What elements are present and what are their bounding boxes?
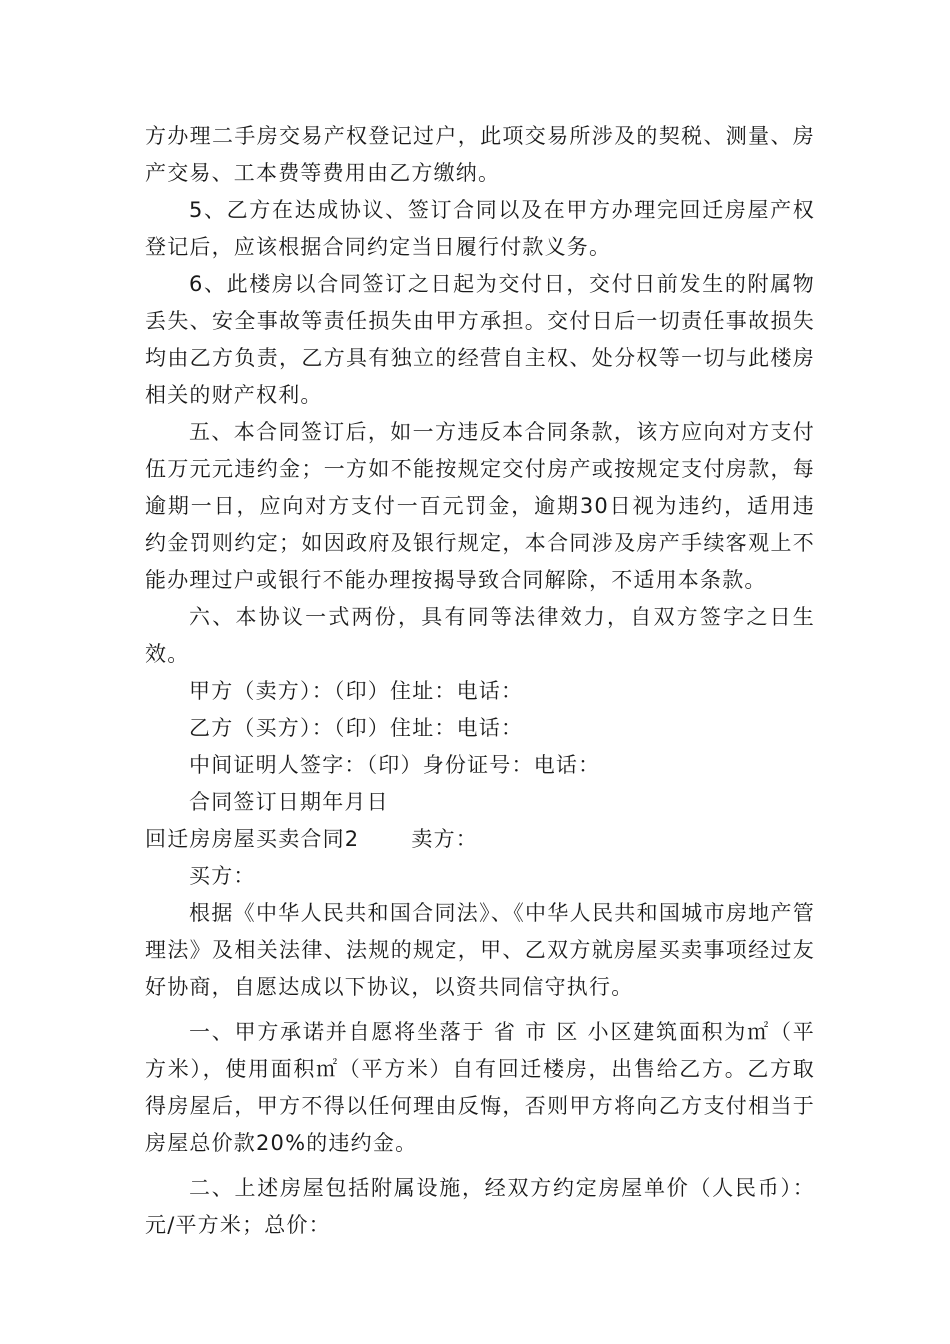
paragraph-section-6: 六、本协议一式两份，具有同等法律效力，自双方签字之日生效。 [145, 605, 815, 666]
buyer-label: 买方： [189, 864, 256, 888]
contract2-clause-2: 二、上述房屋包括附属设施，经双方约定房屋单价（人民币）：元/平方米；总价： [145, 1176, 815, 1237]
seller-label: 卖方： [411, 827, 478, 851]
paragraph-section-5: 五、本合同签订后，如一方违反本合同条款，该方应向对方支付伍万元元违约金；一方如不能按规定交付房产或按规定支付房款，每逾期一日，应向对方支付一百元罚金，逾期30日视为违约，适用违约金罚则约定；如因政府及银行规定，本合同涉及房产手续客观上不能办理过户或银行不能办理按揭导致合同解除，不适用本条款。 [145, 420, 815, 592]
paragraph-clause-5: 5、乙方在达成协议、签订合同以及在甲方办理完回迁房屋产权登记后，应该根据合同约定当日履行付款义务。 [145, 198, 815, 259]
contract2-clause-1: 一、甲方承诺并自愿将坐落于 省 市 区 小区建筑面积为㎡（平方米），使用面积㎡（平方米）自有回迁楼房，出售给乙方。乙方取得房屋后，甲方不得以任何理由反悔，否则甲方将向乙方支付相当于房屋总价款20%的违约金。 [145, 1020, 815, 1155]
contract-date-line: 合同签订日期年月日 [189, 790, 389, 814]
contract2-title-line [145, 821, 815, 858]
contract2-title: 回迁房房屋买卖合同2 [145, 827, 360, 851]
paragraph-fees: 方办理二手房交易产权登记过户，此项交易所涉及的契税、测量、房产交易、工本费等费用由乙方缴纳。 [145, 124, 815, 185]
party-a-signature-line: 甲方（卖方）：（印）住址：电话： [189, 679, 524, 703]
paragraph-clause-6: 6、此楼房以合同签订之日起为交付日，交付日前发生的附属物丢失、安全事故等责任损失由甲方承担。交付日后一切责任事故损失均由乙方负责，乙方具有独立的经营自主权、处分权等一切与此楼房相关的财产权利。 [145, 272, 815, 407]
document-body [145, 118, 815, 1244]
witness-signature-line: 中间证明人签字：（印）身份证号：电话： [189, 753, 601, 777]
party-b-signature-line: 乙方（买方）：（印）住址：电话： [189, 716, 524, 740]
contract2-intro: 根据《中华人民共和国合同法》、《中华人民共和国城市房地产管理法》及相关法律、法规的规定，甲、乙双方就房屋买卖事项经过友好协商，自愿达成以下协议，以资共同信守执行。 [145, 901, 815, 999]
